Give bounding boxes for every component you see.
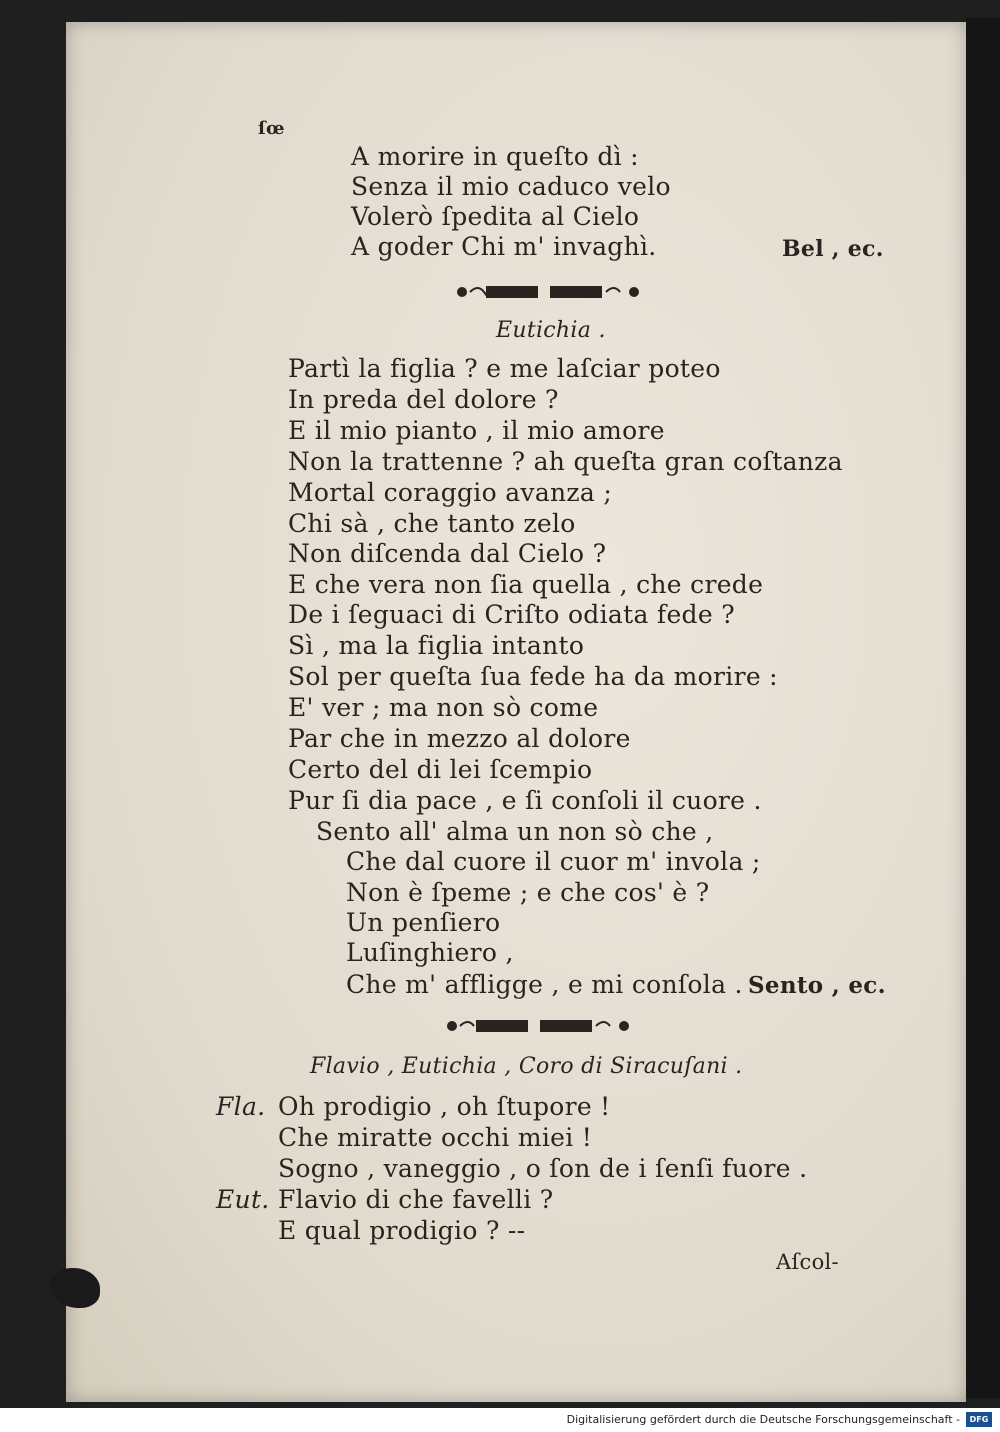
ornament-rule — [454, 282, 644, 302]
verse-line: Volerò ſpedita al Cielo — [351, 202, 640, 231]
aria-line: Che m' affligge , e mi conſola . — [346, 970, 743, 999]
footer-text: Digitalisierung gefördert durch die Deutsche Forschungsgemeinschaft - — [566, 1413, 960, 1426]
speaker-label: Eut. — [216, 1185, 270, 1214]
aria-cue: Sento , ec. — [748, 972, 886, 999]
recitative-line: De i ſeguaci di Criſto odiata fede ? — [288, 600, 735, 629]
speaker-heading: Eutichia . — [496, 318, 606, 343]
page-fore-edge — [966, 18, 1000, 1398]
speaker-label: Fla. — [216, 1092, 266, 1121]
aria-line: Un penſiero — [346, 908, 501, 937]
digitization-footer — [0, 1408, 1000, 1432]
dialogue-line: Flavio di che favelli ? — [278, 1185, 554, 1214]
recitative-line: E che vera non ſia quella , che crede — [288, 570, 764, 599]
recitative-line: Partì la figlia ? e me laſciar poteo — [288, 354, 721, 383]
catchword: Aſcol- — [776, 1250, 839, 1274]
verse-line: Senza il mio caduco velo — [351, 172, 671, 201]
aria-line: Sento all' alma un non sò che , — [316, 817, 714, 846]
book-page — [66, 22, 966, 1402]
verse-line: A morire in queſto dì : — [351, 142, 639, 171]
dialogue-line: E qual prodigio ? -- — [278, 1216, 526, 1245]
paper-stain — [50, 1268, 100, 1308]
aria-line: Non è ſpeme ; e che cos' è ? — [346, 878, 710, 907]
recitative-line: Par che in mezzo al dolore — [288, 724, 631, 753]
recitative-line: Pur ſi dia pace , e ſi conſoli il cuore . — [288, 786, 762, 815]
scene-heading: Flavio , Eutichia , Coro di Siracuſani . — [310, 1054, 743, 1079]
recitative-line: Sì , ma la figlia intanto — [288, 631, 585, 660]
dialogue-line: Che miratte occhi miei ! — [278, 1123, 593, 1152]
dialogue-line: Sogno , vaneggio , o ſon de i ſenſi fuore . — [278, 1154, 808, 1183]
ornament-rule — [444, 1016, 634, 1036]
recitative-line: Certo del di lei ſcempio — [288, 755, 593, 784]
verse-cue: Bel , ec. — [782, 236, 884, 262]
recitative-line: E il mio pianto , il mio amore — [288, 416, 665, 445]
recitative-line: Mortal coraggio avanza ; — [288, 478, 613, 507]
recitative-line: E' ver ; ma non sò come — [288, 693, 599, 722]
recitative-line: Sol per queſta ſua fede ha da morire : — [288, 662, 778, 691]
recitative-line: In preda del dolore ? — [288, 385, 559, 414]
recitative-line: Non la trattenne ? ah queſta gran coſtanza — [288, 447, 843, 476]
aria-line: Luſinghiero , — [346, 938, 514, 967]
recitative-line: Non diſcenda dal Cielo ? — [288, 539, 607, 568]
dfg-logo: DFG — [966, 1412, 992, 1427]
corner-mark: ſœ — [258, 118, 285, 139]
dialogue-line: Oh prodigio , oh ſtupore ! — [278, 1092, 611, 1121]
recitative-line: Chi sà , che tanto zelo — [288, 509, 576, 538]
verse-line: A goder Chi m' invaghì. — [351, 232, 657, 261]
aria-line: Che dal cuore il cuor m' invola ; — [346, 847, 761, 876]
